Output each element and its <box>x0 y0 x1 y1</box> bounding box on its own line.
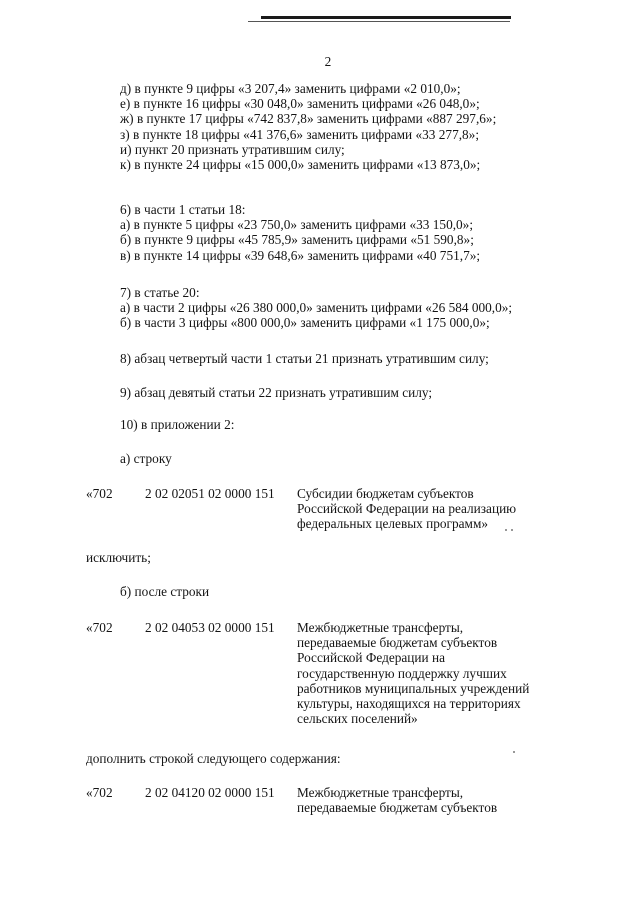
description-line: Российской Федерации на реализацию <box>297 501 517 517</box>
amendment-heading: 6) в части 1 статьи 18: <box>120 202 246 217</box>
amendment-item-10: 10) в приложении 2: <box>120 417 235 432</box>
scan-speck <box>511 529 513 531</box>
row3-admin-code: «702 <box>86 785 113 800</box>
row1-description <box>297 486 516 532</box>
amendment-line: б) в части 3 цифры «800 000,0» заменить цифрами «1 175 000,0»; <box>120 315 490 331</box>
row3-description <box>297 785 497 815</box>
scan-speck <box>513 751 515 753</box>
amendment-line: е) в пункте 16 цифры «30 048,0» заменить цифрами «26 048,0»; <box>120 96 480 112</box>
amendment-line: а) в части 2 цифры «26 380 000,0» заменить цифрами «26 584 000,0»; <box>120 300 513 316</box>
sub-item-b: б) после строки <box>120 584 210 599</box>
header-rule-thin <box>248 21 510 22</box>
description-line: Субсидии бюджетам субъектов <box>297 486 474 501</box>
amendment-heading: 7) в статье 20: <box>120 285 200 300</box>
amendment-line: в) в пункте 14 цифры «39 648,6» заменить цифрами «40 751,7»; <box>120 247 481 263</box>
amendment-item-9: 9) абзац девятый статьи 22 признать утратившим силу; <box>120 385 433 400</box>
description-line: передаваемые бюджетам субъектов <box>297 635 498 651</box>
supplement-text: дополнить строкой следующего содержания: <box>86 751 341 766</box>
description-line: Межбюджетные трансферты, <box>297 620 464 635</box>
amendment-line: з) в пункте 18 цифры «41 376,6» заменить цифрами «33 277,8»; <box>120 126 480 142</box>
amendment-line: ж) в пункте 17 цифры «742 837,8» заменить цифрами «887 297,6»; <box>120 111 497 127</box>
row2-budget-code: 2 02 04053 02 0000 151 <box>145 620 275 635</box>
amendment-line: и) пункт 20 признать утратившим силу; <box>120 141 345 157</box>
description-line: Российской Федерации на <box>297 650 445 666</box>
description-line: работников муниципальных учреждений <box>297 680 530 696</box>
header-rule <box>261 16 511 19</box>
amendment-item-8: 8) абзац четвертый части 1 статьи 21 признать утратившим силу; <box>120 351 489 366</box>
row2-description <box>297 620 529 726</box>
description-line: культуры, находящихся на территориях <box>297 696 521 712</box>
amendment-line: а) в пункте 5 цифры «23 750,0» заменить цифрами «33 150,0»; <box>120 217 474 233</box>
amendments-list-a <box>120 81 496 172</box>
exclude-text: исключить; <box>86 550 151 565</box>
row1-budget-code: 2 02 02051 02 0000 151 <box>145 486 275 501</box>
amendment-line: к) в пункте 24 цифры «15 000,0» заменить цифрами «13 873,0»; <box>120 157 481 173</box>
row2-admin-code: «702 <box>86 620 113 635</box>
amendments-list-b <box>120 202 480 263</box>
amendment-line: д) в пункте 9 цифры «3 207,4» заменить цифрами «2 010,0»; <box>120 81 461 96</box>
page-number: 2 <box>324 54 332 69</box>
row1-admin-code: «702 <box>86 486 113 501</box>
amendment-line: б) в пункте 9 цифры «45 785,9» заменить цифрами «51 590,8»; <box>120 232 474 248</box>
description-line: государственную поддержку лучших <box>297 665 507 681</box>
description-line: передаваемые бюджетам субъектов <box>297 800 498 816</box>
row3-budget-code: 2 02 04120 02 0000 151 <box>145 785 275 800</box>
description-line: федеральных целевых программ» <box>297 516 489 532</box>
amendments-list-c <box>120 285 512 331</box>
scan-speck <box>505 529 507 531</box>
description-line: сельских поселений» <box>297 711 418 727</box>
description-line: Межбюджетные трансферты, <box>297 785 464 800</box>
sub-item-a: а) строку <box>120 451 172 466</box>
